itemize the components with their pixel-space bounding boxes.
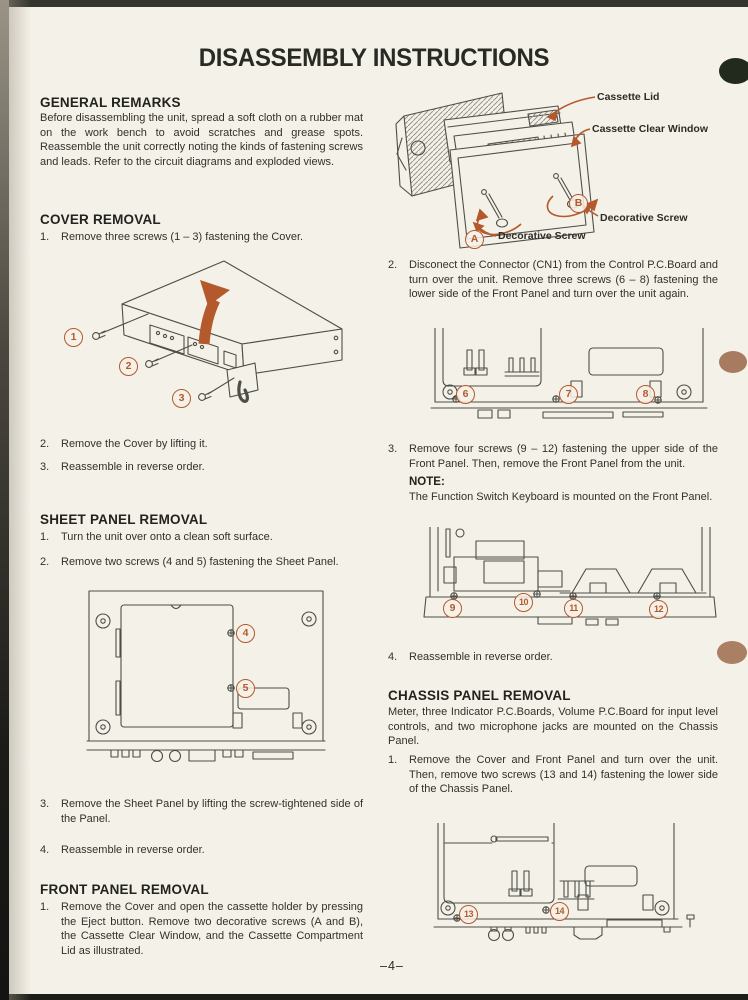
step-text: Reassemble in reverse order. [61,461,205,473]
lower-screws-diagram [423,328,715,425]
page-title: DISASSEMBLY INSTRUCTIONS [198,44,550,72]
callout-screw-12: 12 [649,600,668,619]
scan-edge-bottom [0,994,748,1000]
binder-hole [719,351,747,373]
cover-step-1 [40,230,363,245]
step-text: Reassemble in reverse order. [61,844,205,856]
callout-screw-13: 13 [459,905,478,924]
step-number: 3. [40,798,50,810]
callout-screw-8: 8 [636,385,655,404]
callout-screw-1: 1 [64,328,83,347]
step-number: 3. [388,443,398,455]
binder-hole [719,58,748,84]
page-spine [0,0,9,1000]
step-number: 1. [40,231,50,243]
step-text: Disconect the Connector (CN1) from the Control P.C.Board and turn over the unit. Remove three screws (6 – 8) fastening the lower side of the Front Panel and turn over the unit again. [409,259,718,301]
scan-edge-top [0,0,748,7]
upper-screws-diagram [420,527,720,627]
front-step-1 [40,900,363,958]
label-cassette-clear-window: Cassette Clear Window [592,123,709,135]
sheet-step-2 [40,555,363,570]
callout-screw-5: 5 [236,679,255,698]
chassis-step-1 [388,753,718,797]
callout-screw-a: A [465,230,484,249]
deck-isometric-drawing [52,252,357,430]
general-remarks-body: Before disassembling the unit, spread a soft cloth on a rubber mat on the work bench to avoid scratches and grease spots. Reassemble the unit correctly noting the kinds of fastening screws and leads. Refer to the circuit diagrams and exploded views. [40,112,363,168]
step-number: 4. [388,651,398,663]
callout-screw-7: 7 [559,385,578,404]
heading-sheet-panel-removal: SHEET PANEL REMOVAL [40,512,208,527]
callout-screw-b: B [569,194,588,213]
callout-screw-6: 6 [456,385,475,404]
cassette-lid-diagram [388,86,722,258]
callout-screw-3: 3 [172,389,191,408]
step-number: 2. [40,438,50,450]
label-decorative-screw-b: Decorative Screw [600,212,688,224]
chassis-screws-diagram [428,823,720,947]
heading-general-remarks: GENERAL REMARKS [40,95,181,110]
step-number: 3. [40,461,50,473]
step-text: Remove the Cover and Front Panel and turn over the unit. Then, remove two screws (13 and 14) fastening the lower side of the Chassis Panel. [409,754,718,796]
cover-step-2 [40,437,363,452]
callout-screw-9: 9 [443,599,462,618]
cover-removal-diagram [52,252,357,430]
callout-screw-11: 11 [564,599,583,618]
callout-screw-2: 2 [119,357,138,376]
label-cassette-lid: Cassette Lid [597,91,660,103]
front-step-4 [388,650,718,665]
step-text: Remove three screws (1 – 3) fastening the Cover. [61,231,304,243]
heading-cover-removal: COVER REMOVAL [40,212,161,227]
sheet-step-3 [40,797,363,826]
step-text: Remove the Cover by lifting it. [61,438,208,450]
spine-shadow [9,0,31,1000]
bottom-partial-drawing [423,328,715,425]
note-heading: NOTE: [409,476,445,488]
step-number: 4. [40,844,50,856]
callout-screw-4: 4 [236,624,255,643]
callout-screw-10: 10 [514,593,533,612]
front-step-3 [388,442,718,471]
step-text: Remove the Sheet Panel by lifting the screw-tightened side of the Panel. [61,798,363,825]
step-number: 1. [388,754,398,766]
note-text: The Function Switch Keyboard is mounted on the Front Panel. [409,491,713,503]
heading-chassis-panel-removal: CHASSIS PANEL REMOVAL [388,688,571,703]
front-step-2 [388,258,718,302]
step-text: Turn the unit over onto a clean soft surface. [61,531,273,543]
sheet-step-4 [40,843,363,858]
binder-hole [717,641,747,664]
chassis-intro: Meter, three Indicator P.C.Boards, Volume P.C.Board for input level controls, and two microphone jacks are mounted on the Chassis Panel. [388,706,718,748]
sheet-panel-diagram [85,585,350,783]
heading-front-panel-removal: FRONT PANEL REMOVAL [40,882,209,897]
callout-screw-14: 14 [550,902,569,921]
label-decorative-screw-a: Decorative Screw [498,230,586,242]
bottom-view-drawing [85,585,350,783]
step-number: 2. [40,556,50,568]
step-text: Reassemble in reverse order. [409,651,553,663]
step-number: 1. [40,901,50,913]
step-text: Remove four screws (9 – 12) fastening the upper side of the Front Panel. Then, remove the Front Panel from the unit. [409,443,718,470]
chassis-bottom-drawing [428,823,720,947]
step-text: Remove two screws (4 and 5) fastening the Sheet Panel. [61,556,339,568]
step-number: 1. [40,531,50,543]
cover-step-3 [40,460,363,475]
sheet-step-1 [40,530,363,545]
step-text: Remove the Cover and open the cassette holder by pressing the Eject button. Remove two decorative screws (A and B), the Cassette Clear Window, and the Cassette Compartment Lid as illustrated. [61,901,363,957]
page-number: –4– [380,959,404,973]
step-number: 2. [388,259,398,271]
